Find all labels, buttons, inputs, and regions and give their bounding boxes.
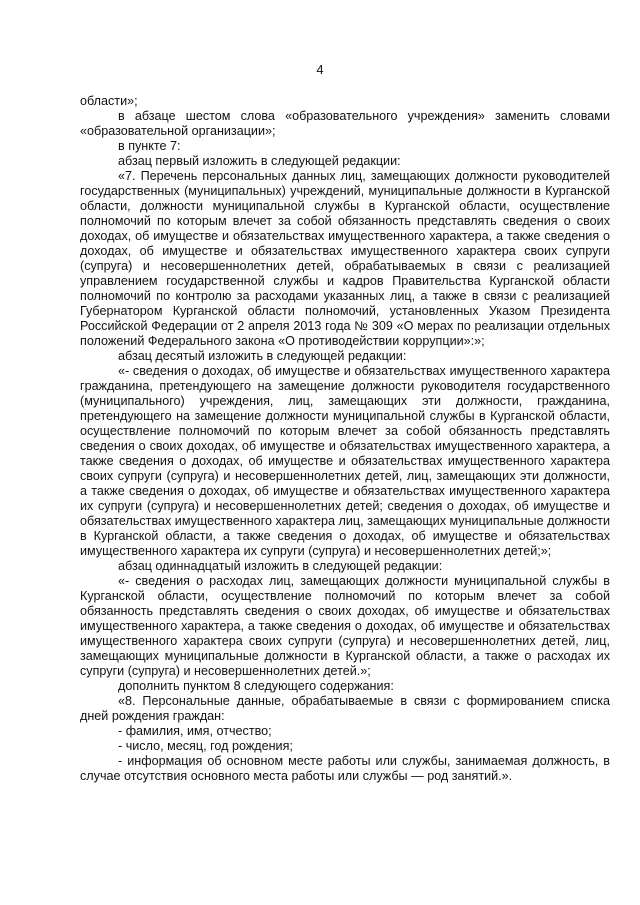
list-item: - информация об основном месте работы или службы, занимаемая должность, в случае отсутствия основного места работы или службы — род занятий.». — [80, 754, 610, 783]
paragraph: абзац десятый изложить в следующей редакции: — [118, 349, 407, 363]
paragraph: абзац одиннадцатый изложить в следующей редакции: — [118, 559, 443, 573]
paragraph: «- сведения о доходах, об имуществе и обязательствах имущественного характера гражданина, претендующего на замещение должности руководителя государственного (муниципального) учреждения, лиц, замещающих эти должности, гражданина, претендующего на замещение должности муниципальной службы в Курганской области, осуществление полномочий по которым влечет за собой обязанность представлять сведения о своих доходах, об имуществе и обязательствах имущественного характера, а также сведения о доходах, об имуществе и обязательствах имущественного характера своих супруги (супруга) и несовершеннолетних детей, лиц, замещающих эти должности, а также сведения о доходах, об имуществе и обязательствах имущественного характера их супруги (супруга) и несовершеннолетних детей; сведения о доходах, об имуществе и обязательствах имущественного характера лиц, замещающих муниципальные должности в Курганской области, а также сведения о доходах, об имуществе и обязательствах имущественного характера их супруги (супруга) и несовершеннолетних детей;»; — [80, 364, 610, 558]
page-number: 4 — [316, 62, 324, 77]
list-item: - фамилия, имя, отчество; — [118, 724, 272, 738]
list-item: - число, месяц, год рождения; — [118, 739, 293, 753]
document-body — [80, 94, 610, 784]
paragraph: дополнить пунктом 8 следующего содержания: — [118, 679, 394, 693]
paragraph: «- сведения о расходах лиц, замещающих должности муниципальной службы в Курганской области, осуществление полномочий по которым влечет за собой обязанность представлять сведения о своих доходах, об имуществе и обязательствах имущественного характера, а также сведения о доходах, об имуществе и обязательствах имущественного характера своих супруги (супруга) и несовершеннолетних детей, лиц, замещающих муниципальные должности в Курганской области, а также о расходах их супруги (супруга) и несовершеннолетних детей.»; — [80, 574, 610, 678]
paragraph: абзац первый изложить в следующей редакции: — [118, 154, 401, 168]
paragraph: в абзаце шестом слова «образовательного учреждения» заменить словами «образовательной организации»; — [80, 109, 610, 138]
paragraph: «7. Перечень персональных данных лиц, замещающих должности руководителей государственных (муниципальных) учреждений, муниципальные должности в Курганской области, должности муниципальной службы в Курганской области, осуществление полномочий по которым влечет за собой обязанность представлять сведения о своих доходах, об имуществе и обязательствах имущественного характера, а также сведения о доходах, об имуществе и обязательствах имущественного характера своих супруги (супруга) и несовершеннолетних детей, обрабатываемых в связи с реализацией управлением государственной службы и кадров Правительства Курганской области полномочий по контролю за расходами указанных лиц, а также в связи с реализацией Губернатором Курганской области полномочий, установленных Указом Президента Российской Федерации от 2 апреля 2013 года № 309 «О мерах по реализации отдельных положений Федерального закона «О противодействии коррупции»:»; — [80, 169, 610, 348]
paragraph: области»; — [80, 94, 138, 108]
paragraph: «8. Персональные данные, обрабатываемые в связи с формированием списка дней рождения граждан: — [80, 694, 610, 723]
paragraph: в пункте 7: — [118, 139, 181, 153]
